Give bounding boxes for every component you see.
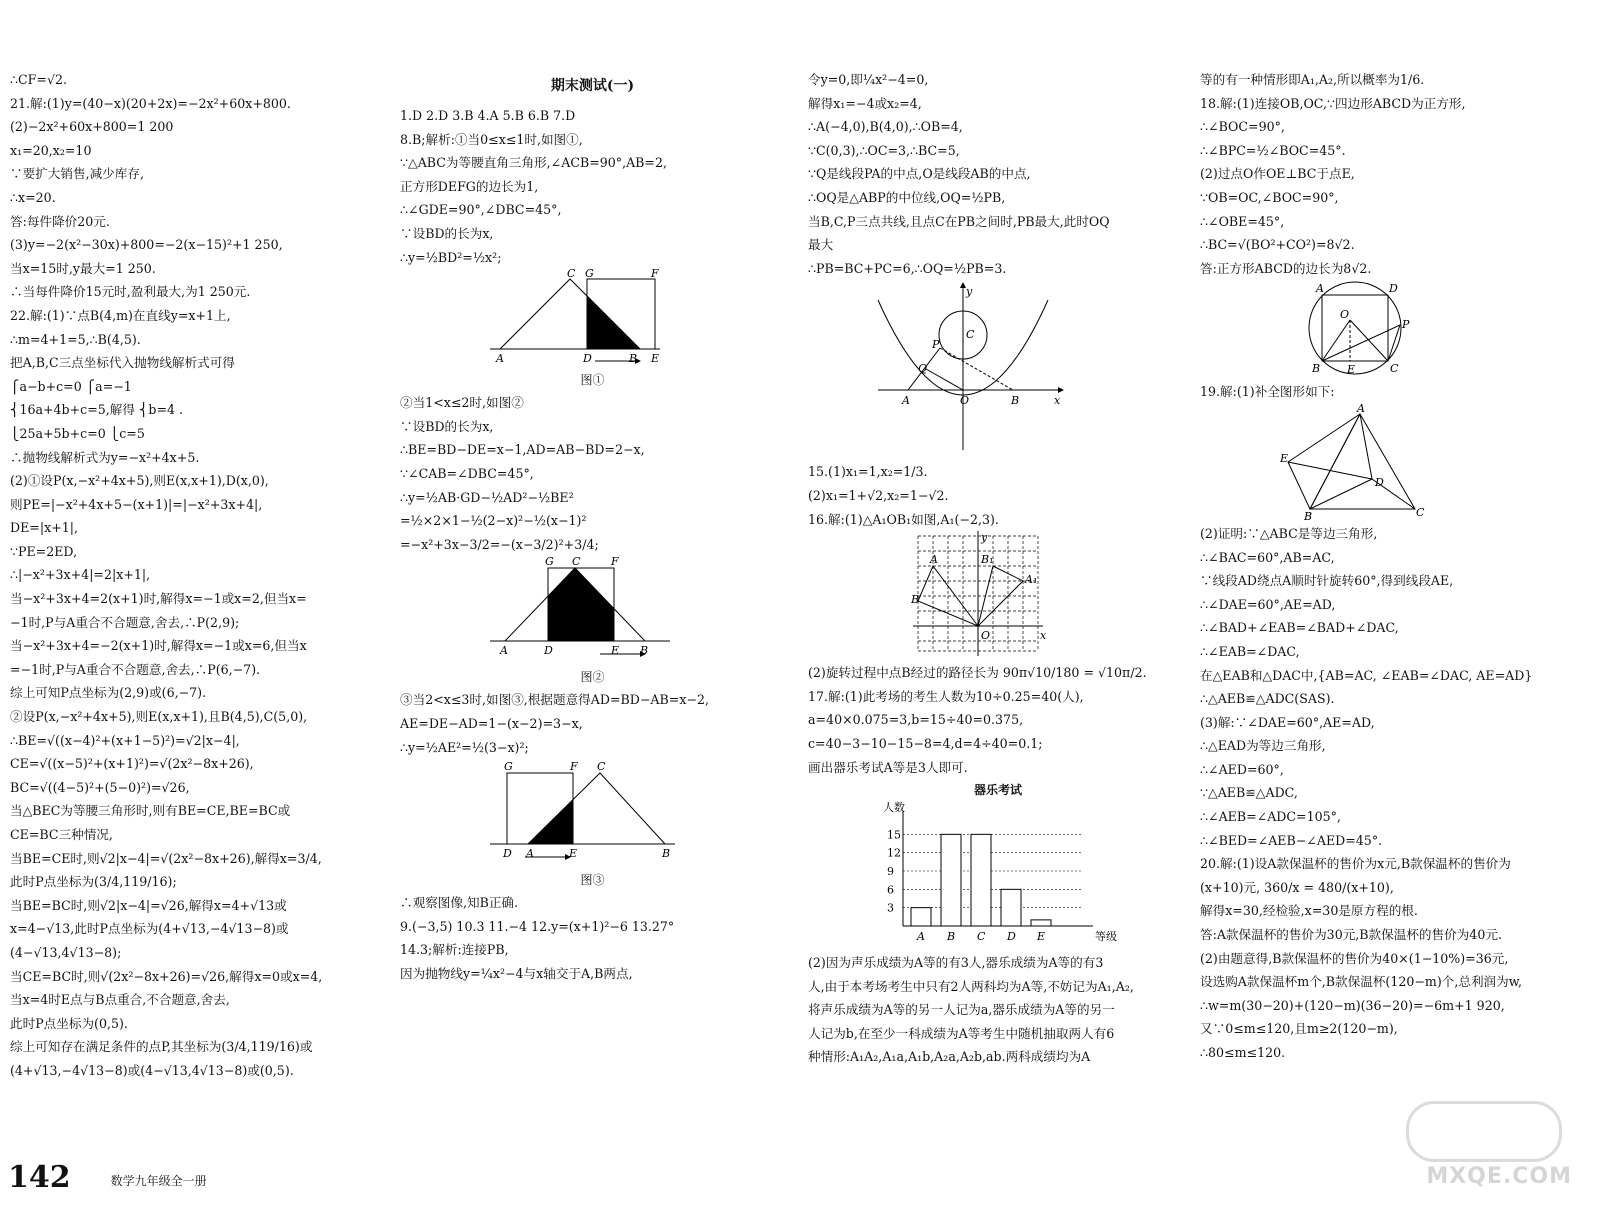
text-line: ⎧a−b+c=0 ⎧a=−1 bbox=[10, 378, 132, 394]
text-line: 综上可知存在满足条件的点P,其坐标为(3/4,119/16)或 bbox=[10, 1039, 313, 1055]
svg-text:B: B bbox=[1011, 394, 1020, 408]
svg-text:P: P bbox=[1402, 318, 1410, 332]
col3-block-1 bbox=[808, 68, 1188, 280]
figure-3-triangle-square bbox=[400, 759, 785, 869]
col3-block-4 bbox=[808, 951, 1188, 1069]
text-line: ③当2<x≤3时,如图③,根据题意得AD=BD−AB=x−2, bbox=[400, 692, 709, 708]
svg-text:C: C bbox=[567, 269, 576, 281]
svg-text:C: C bbox=[572, 556, 581, 569]
text-line: 等的有一种情形即A₁,A₂,所以概率为1/6. bbox=[1200, 72, 1425, 87]
chart-title: 器乐考试 bbox=[973, 783, 1022, 798]
text-line: 设选购A款保温杯m个,B款保温杯(120−m)个,总利润为w, bbox=[1200, 974, 1523, 990]
y-axis-label: 人数 bbox=[883, 801, 905, 815]
text-line: ∵设BD的长为x, bbox=[400, 225, 494, 241]
text-line: ∴∠BPC=½∠BOC=45°. bbox=[1200, 142, 1346, 158]
text-line: =−1时,P与A重合不合题意,舍去,∴P(6,−7). bbox=[10, 661, 261, 677]
bar-E bbox=[1031, 920, 1051, 926]
text-line: 当BE=CE时,则√2|x−4|=√(2x²−8x+26),解得x=3/4, bbox=[10, 850, 322, 866]
svg-text:A: A bbox=[526, 847, 534, 861]
text-line: 22.解:(1)∵点B(4,m)在直线y=x+1上, bbox=[10, 307, 231, 323]
svg-text:B: B bbox=[662, 847, 671, 861]
text-line: 解得x=30,经检验,x=30是原方程的根. bbox=[1200, 903, 1418, 919]
x-tick-label: B bbox=[947, 930, 956, 944]
text-line: ∵线段AD绕点A顺时针旋转60°,得到线段AE, bbox=[1200, 573, 1454, 589]
svg-text:Q: Q bbox=[918, 362, 928, 376]
x-tick-label: A bbox=[917, 930, 925, 944]
col2-block-4 bbox=[400, 891, 785, 985]
svg-text:G: G bbox=[585, 269, 594, 281]
watermark-logo bbox=[1407, 1101, 1572, 1189]
text-line: ∴BE=BD−DE=x−1,AD=AB−BD=2−x, bbox=[400, 442, 645, 458]
text-line: ∴w=m(30−20)+(120−m)(36−20)=−6m+1 920, bbox=[1200, 997, 1505, 1013]
bar-chart-instrumental-exam bbox=[808, 801, 1188, 951]
text-line: ②当1<x≤2时,如图② bbox=[400, 395, 524, 411]
book-title: 数学九年级全一册 bbox=[110, 1174, 207, 1188]
col3-block-3 bbox=[808, 661, 1188, 779]
answer-column-1 bbox=[10, 68, 390, 1083]
text-line: 9.(−3,5) 10.3 11.−4 12.y=(x+1)²−6 13.27° bbox=[400, 918, 675, 934]
section-heading: 期末测试(一) bbox=[550, 78, 635, 94]
text-line: ∴y=½AE²=½(3−x)²; bbox=[400, 739, 529, 755]
text-line: (2)x₁=1+√2,x₂=1−√2. bbox=[808, 487, 949, 503]
text-line: x=4−√13,此时P点坐标为(4+√13,−4√13−8)或 bbox=[10, 921, 289, 937]
svg-text:A₁: A₁ bbox=[1025, 573, 1038, 587]
svg-text:G: G bbox=[504, 760, 513, 774]
text-line: 又∵0≤m≤120,且m≥2(120−m), bbox=[1200, 1021, 1398, 1037]
text-line: 正方形DEFG的边长为1, bbox=[400, 178, 539, 194]
text-line: 令y=0,即¼x²−4=0, bbox=[808, 72, 929, 87]
text-line: ∴80≤m≤120. bbox=[1200, 1045, 1286, 1060]
figure-1-caption: 图① bbox=[580, 373, 605, 388]
text-line: 当−x²+3x+4=2(x+1)时,解得x=−1或x=2,但当x= bbox=[10, 591, 307, 607]
text-line: c=40−3−10−15−8=4,d=4÷40=0.1; bbox=[808, 735, 1043, 751]
svg-text:O: O bbox=[981, 629, 991, 643]
text-line: =½×2×1−½(2−x)²−½(x−1)² bbox=[400, 513, 587, 529]
text-line: (3)y=−2(x²−30x)+800=−2(x−15)²+1 250, bbox=[10, 237, 283, 253]
svg-text:A: A bbox=[496, 352, 504, 366]
watermark-text: MXQE.COM bbox=[1426, 1164, 1572, 1189]
svg-text:A: A bbox=[930, 553, 938, 567]
text-line: DE=|x+1|, bbox=[10, 520, 78, 536]
text-line: AE=DE−AD=1−(x−2)=3−x, bbox=[400, 715, 583, 731]
text-line: ⎩25a+5b+c=0 ⎩c=5 bbox=[10, 425, 145, 441]
text-line: ∵△ABC为等腰直角三角形,∠ACB=90°,AB=2, bbox=[400, 155, 668, 171]
text-line: 最大 bbox=[808, 237, 834, 253]
text-line: (4+√13,−4√13−8)或(4−√13,4√13−8)或(0,5). bbox=[10, 1062, 294, 1078]
text-line: 当x=15时,y最大=1 250. bbox=[10, 260, 156, 276]
text-line: 21.解:(1)y=(40−x)(20+2x)=−2x²+60x+800. bbox=[10, 95, 291, 111]
text-line: ∴△EAD为等边三角形, bbox=[1200, 738, 1326, 754]
svg-text:B: B bbox=[629, 352, 638, 366]
svg-text:C: C bbox=[597, 760, 606, 774]
figure-2-triangle-square bbox=[400, 556, 785, 666]
svg-text:B: B bbox=[640, 644, 649, 658]
svg-text:E: E bbox=[611, 644, 620, 658]
text-line: ∴|−x²+3x+4|=2|x+1|, bbox=[10, 567, 151, 583]
bar-C bbox=[971, 834, 991, 926]
text-line: 14.3;解析:连接PB, bbox=[400, 942, 509, 958]
text-line: ∴抛物线解析式为y=−x²+4x+5. bbox=[10, 449, 200, 465]
col3-block-2 bbox=[808, 460, 1188, 531]
col4-block-2 bbox=[1200, 380, 1595, 404]
text-line: ∵OB=OC,∠BOC=90°, bbox=[1200, 189, 1339, 205]
text-line: ∴x=20. bbox=[10, 189, 56, 205]
text-line: ∵要扩大销售,减少库存, bbox=[10, 166, 144, 182]
x-axis-label: 等级 bbox=[1095, 930, 1117, 944]
svg-text:C: C bbox=[1416, 505, 1425, 519]
y-tick-label: 3 bbox=[887, 901, 894, 915]
text-line: ∴∠OBE=45°, bbox=[1200, 213, 1285, 229]
parabola-circle-figure bbox=[808, 280, 1188, 460]
text-line: ∴CF=√2. bbox=[10, 72, 67, 87]
svg-text:O: O bbox=[960, 394, 970, 408]
text-line: ∴△AEB≌△ADC(SAS). bbox=[1200, 691, 1335, 707]
text-line: ∵△AEB≌△ADC, bbox=[1200, 785, 1298, 801]
text-line: a=40×0.075=3,b=15÷40=0.375, bbox=[808, 712, 1024, 728]
text-line: 答:正方形ABCD的边长为8√2. bbox=[1200, 260, 1372, 276]
col4-block-1 bbox=[1200, 68, 1595, 280]
svg-text:F: F bbox=[611, 556, 619, 569]
grid-rotation-figure bbox=[808, 531, 1188, 661]
equilateral-triangle-figure bbox=[1200, 404, 1595, 522]
text-line: 15.(1)x₁=1,x₂=1/3. bbox=[808, 464, 928, 480]
answer-column-3 bbox=[808, 68, 1188, 1069]
text-line: ∴∠BED=∠AEB−∠AED=45°. bbox=[1200, 832, 1383, 848]
text-line: x₁=20,x₂=10 bbox=[10, 142, 92, 158]
svg-text:D: D bbox=[583, 352, 592, 366]
x-tick-label: E bbox=[1037, 930, 1046, 944]
svg-text:C: C bbox=[1390, 362, 1399, 376]
text-line: (4−√13,4√13−8); bbox=[10, 944, 122, 960]
svg-text:A: A bbox=[902, 394, 910, 408]
text-line: ∴∠GDE=90°,∠DBC=45°, bbox=[400, 202, 562, 218]
text-line: 答:A款保温杯的售价为30元,B款保温杯的售价为40元. bbox=[1200, 927, 1502, 943]
text-line: 画出器乐考试A等是3人即可. bbox=[808, 759, 968, 775]
svg-text:D: D bbox=[544, 644, 553, 658]
text-line: 当BE=BC时,则√2|x−4|=√26,解得x=4+√13或 bbox=[10, 897, 287, 913]
text-line: 20.解:(1)设A款保温杯的售价为x元,B款保温杯的售价为 bbox=[1200, 856, 1511, 872]
text-line: −1时,P与A重合不合题意,舍去,∴P(2,9); bbox=[10, 614, 240, 630]
text-line: 在△EAB和△DAC中,{AB=AC, ∠EAB=∠DAC, AE=AD} bbox=[1200, 667, 1533, 683]
y-tick-label: 9 bbox=[887, 865, 894, 879]
text-line: 种情形:A₁A₂,A₁a,A₁b,A₂a,A₂b,ab.两科成绩均为A bbox=[808, 1049, 1091, 1065]
x-tick-label: D bbox=[1007, 930, 1016, 944]
text-line: 人记为b,在至少一科成绩为A等考生中随机抽取两人有6 bbox=[808, 1025, 1115, 1041]
text-line: (2)证明:∵△ABC是等边三角形, bbox=[1200, 525, 1378, 541]
text-line: =−x²+3x−3/2=−(x−3/2)²+3/4; bbox=[400, 536, 599, 552]
text-line: BC=√((4−5)²+(5−0)²)=√26, bbox=[10, 779, 190, 795]
text-line: 此时P点坐标为(0,5). bbox=[10, 1015, 128, 1031]
svg-text:B: B bbox=[911, 593, 920, 607]
text-line: 8.B;解析:①当0≤x≤1时,如图①, bbox=[400, 131, 583, 147]
svg-text:B₁: B₁ bbox=[981, 553, 994, 567]
text-line: ∴∠EAB=∠DAC, bbox=[1200, 643, 1300, 659]
text-line: 综上可知P点坐标为(2,9)或(6,−7). bbox=[10, 685, 207, 701]
bar-A bbox=[911, 908, 931, 926]
text-line: ∴y=½BD²=½x²; bbox=[400, 249, 502, 265]
watermark-badge-icon bbox=[1406, 1101, 1562, 1162]
bar-B bbox=[941, 834, 961, 926]
text-line: ∴∠DAE=60°,AE=AD, bbox=[1200, 596, 1336, 612]
y-tick-label: 15 bbox=[887, 828, 901, 842]
text-line: 则PE=|−x²+4x+5−(x+1)|=|−x²+3x+4|, bbox=[10, 496, 263, 512]
text-line: (2)−2x²+60x+800=1 200 bbox=[10, 119, 174, 135]
page-footer bbox=[8, 1153, 207, 1193]
text-line: 将声乐成绩为A等的另一人记为a,器乐成绩为A等的另一 bbox=[808, 1002, 1115, 1018]
svg-text:D: D bbox=[1389, 282, 1398, 296]
text-line: ∴y=½AB·GD−½AD²−½BE² bbox=[400, 489, 574, 505]
svg-text:F: F bbox=[651, 269, 659, 281]
text-line: ∵Q是线段PA的中点,O是线段AB的中点, bbox=[808, 166, 1031, 182]
col4-block-3 bbox=[1200, 522, 1595, 1065]
text-line: ∴BC=√(BO²+CO²)=8√2. bbox=[1200, 237, 1355, 253]
svg-text:B: B bbox=[1312, 362, 1321, 376]
svg-text:x: x bbox=[1054, 394, 1061, 408]
svg-text:D: D bbox=[1375, 475, 1384, 489]
svg-text:A: A bbox=[1357, 403, 1365, 415]
answer-column-2 bbox=[400, 68, 785, 985]
text-line: (2)过点O作OE⊥BC于点E, bbox=[1200, 166, 1355, 182]
text-line: ∵∠CAB=∠DBC=45°, bbox=[400, 465, 534, 481]
text-line: 17.解:(1)此考场的考生人数为10÷0.25=40(人), bbox=[808, 688, 1084, 704]
text-line: (2)①设P(x,−x²+4x+5),则E(x,x+1),D(x,0), bbox=[10, 473, 269, 489]
y-tick-label: 6 bbox=[887, 883, 894, 897]
y-tick-label: 12 bbox=[887, 846, 901, 860]
text-line: (3)解:∵∠DAE=60°,AE=AD, bbox=[1200, 714, 1375, 730]
text-line: ∴∠BAD+∠EAB=∠BAD+∠DAC, bbox=[1200, 620, 1399, 636]
bar-D bbox=[1001, 889, 1021, 926]
text-line: ⎨16a+4b+c=5,解得 ⎨b=4 . bbox=[10, 402, 184, 418]
svg-text:O: O bbox=[1340, 308, 1350, 322]
svg-text:E: E bbox=[569, 847, 578, 861]
svg-text:P: P bbox=[932, 338, 940, 352]
text-line: (2)由题意得,B款保温杯的售价为40×(1−10%)=36元, bbox=[1200, 950, 1509, 966]
text-line: ∴OQ是△ABP的中位线,OQ=½PB, bbox=[808, 189, 1006, 205]
svg-text:A: A bbox=[500, 644, 508, 658]
svg-text:G: G bbox=[545, 556, 554, 569]
svg-text:x: x bbox=[1040, 629, 1047, 643]
text-line: (2)因为声乐成绩为A等的有3人,器乐成绩为A等的有3 bbox=[808, 955, 1104, 971]
svg-text:E: E bbox=[1347, 363, 1356, 377]
text-line: (2)旋转过程中点B经过的路径长为 90π√10/180 = √10π/2. bbox=[808, 665, 1147, 681]
text-line: CE=√((x−5)²+(x+1)²)=√(2x²−8x+26), bbox=[10, 756, 254, 772]
text-line: 当△BEC为等腰三角形时,则有BE=CE,BE=BC或 bbox=[10, 803, 291, 819]
text-line: 解得x₁=−4或x₂=4, bbox=[808, 95, 922, 111]
text-line: 19.解:(1)补全图形如下: bbox=[1200, 384, 1335, 400]
text-line: ∵C(0,3),∴OC=3,∴BC=5, bbox=[808, 142, 960, 158]
text-line: ∴PB=BC+PC=6,∴OQ=½PB=3. bbox=[808, 260, 1007, 276]
text-line: 当CE=BC时,则√(2x²−8x+26)=√26,解得x=0或x=4, bbox=[10, 968, 323, 984]
text-line: 因为抛物线y=¼x²−4与x轴交于A,B两点, bbox=[400, 965, 633, 981]
col2-block-1 bbox=[400, 104, 785, 269]
text-line: 当x=4时E点与B点重合,不合题意,舍去, bbox=[10, 992, 230, 1008]
svg-text:E: E bbox=[651, 352, 660, 366]
text-line: 此时P点坐标为(3/4,119/16); bbox=[10, 874, 177, 890]
text-line: 答:每件降价20元. bbox=[10, 213, 110, 229]
page-number: 142 bbox=[8, 1160, 71, 1195]
answer-column-4 bbox=[1200, 68, 1595, 1065]
text-line: ∴m=4+1=5,∴B(4,5). bbox=[10, 331, 141, 347]
text-line: 18.解:(1)连接OB,OC,∵四边形ABCD为正方形, bbox=[1200, 95, 1466, 111]
text-line: ∴A(−4,0),B(4,0),∴OB=4, bbox=[808, 119, 963, 135]
text-line: (x+10)元, 360/x = 480/(x+10), bbox=[1200, 879, 1394, 895]
text-line: 1.D 2.D 3.B 4.A 5.B 6.B 7.D bbox=[400, 108, 576, 123]
text-line: 16.解:(1)△A₁OB₁如图,A₁(−2,3). bbox=[808, 511, 999, 527]
text-line: ∴∠AEB=∠ADC=105°, bbox=[1200, 809, 1341, 825]
figure-1-triangle-square bbox=[400, 269, 785, 369]
col2-block-2 bbox=[400, 391, 785, 556]
text-line: 当−x²+3x+4=−2(x+1)时,解得x=−1或x=6,但当x bbox=[10, 638, 307, 654]
text-line: ∴∠BOC=90°, bbox=[1200, 119, 1285, 135]
text-line: 人,由于本考场考生中只有2人两科均为A等,不妨记为A₁,A₂, bbox=[808, 978, 1134, 994]
text-line: ∴∠AED=60°, bbox=[1200, 761, 1284, 777]
text-line: ∵设BD的长为x, bbox=[400, 418, 494, 434]
text-line: 当B,C,P三点共线,且点C在PB之间时,PB最大,此时OQ bbox=[808, 213, 1110, 229]
svg-text:F: F bbox=[570, 760, 578, 774]
svg-text:y: y bbox=[966, 285, 973, 299]
svg-text:A: A bbox=[1316, 282, 1324, 296]
text-line: ∵PE=2ED, bbox=[10, 543, 78, 559]
svg-text:B: B bbox=[1304, 509, 1313, 522]
text-line: ∴观察图像,知B正确. bbox=[400, 895, 519, 911]
text-line: 把A,B,C三点坐标代入抛物线解析式可得 bbox=[10, 355, 235, 371]
text-line: ②设P(x,−x²+4x+5),则E(x,x+1),且B(4,5),C(5,0), bbox=[10, 709, 308, 725]
svg-text:E: E bbox=[1280, 451, 1289, 465]
svg-text:D: D bbox=[503, 847, 512, 861]
figure-3-caption: 图③ bbox=[580, 873, 605, 888]
figure-2-caption: 图② bbox=[580, 670, 605, 685]
svg-text:y: y bbox=[981, 531, 988, 545]
text-line: ∴BE=√((x−4)²+(x+1−5)²)=√2|x−4|, bbox=[10, 732, 240, 748]
text-line: ∴∠BAC=60°,AB=AC, bbox=[1200, 549, 1335, 565]
x-tick-label: C bbox=[977, 930, 986, 944]
circle-square-figure bbox=[1200, 280, 1595, 380]
text-line: CE=BC三种情况, bbox=[10, 827, 113, 842]
text-line: ∴当每件降价15元时,盈利最大,为1 250元. bbox=[10, 284, 251, 300]
svg-text:C: C bbox=[966, 328, 975, 342]
col2-block-3 bbox=[400, 688, 785, 759]
